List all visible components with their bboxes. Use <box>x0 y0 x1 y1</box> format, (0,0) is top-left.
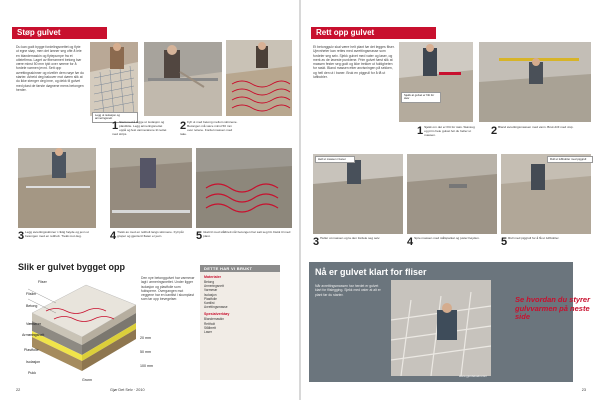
photo-r-step-5 <box>501 154 591 234</box>
intro-text-left: Du kan godt bygge fordelingsnettet og flyte ut egne støp, men det lønner seg ofte å leie en blandemaskin og flytepumpe fra et utleiefirma. Laget av fiberarmert betong bør være minst 50 mm tykt over rørene for å fordele varmen jevnt. Sett opp avrettingsskinner og nivellér dem nøye før du starter. Arbeid deg bakover mot døren slik at du ikke stenger deg inne, og dekk til gulvet med plast de første døgnene mens betongen herder. <box>16 45 84 92</box>
floor-layer-diagram-image <box>26 275 138 379</box>
sidebar-sub-materials: Materialer <box>204 275 221 279</box>
step-1-number: 1 <box>112 120 119 132</box>
step-r3-caption <box>313 237 403 247</box>
section-title-left: Støp gulvet <box>12 27 107 39</box>
step-1-caption <box>112 121 170 137</box>
material-item: Plastfolie <box>204 296 217 301</box>
step-5-text: Glatt til med stålbrett når betongen har satt seg litt. Dekk til med plast. <box>203 230 291 238</box>
step-r2-text: Bland avrettingsmassen med vann. Bruk drill med visp. <box>498 125 574 129</box>
tool-item: Stålbrett <box>204 325 216 330</box>
photo-1-tag: Legg ut isolasjon og armeringsnett <box>92 112 138 123</box>
material-item: Kantlist <box>204 301 215 306</box>
step-r3-text: Heller ut massen og la den fordele seg selv. <box>320 236 381 240</box>
diagram-label-pukk: Pukk <box>28 371 36 375</box>
diagram-label-varmeror: Varmerør <box>26 322 41 326</box>
step-2-number: 2 <box>180 120 187 132</box>
next-page-cta[interactable]: Se hvordan du styrer gulvvarmen på neste side <box>515 295 591 321</box>
material-item: Isolasjon <box>204 292 217 297</box>
step-2-text: Fyll ut med betong mellom skinnene. Betongen må være minst 50 mm over rørene. Fordel massen med rake. <box>180 120 238 136</box>
sidebar-list-tools <box>204 317 280 334</box>
section-title-right: Rett opp gulvet <box>311 27 436 39</box>
tool-item: Rettholt <box>204 321 215 326</box>
step-r3-number: 3 <box>313 236 320 248</box>
photo-r-step-5-image <box>501 154 591 234</box>
tool-item: Laser <box>204 330 212 335</box>
step-3-text: Legg avrettingsskinner i riktig høyde og jevn ut betongen med en rettholt. Trekk mot deg. <box>25 230 89 238</box>
step-r1-number: 1 <box>417 125 424 137</box>
tiles-feature-box <box>309 262 573 382</box>
step-r1-text: Sjekk om det er fritt for støv. Støvsug og prim hele gulvet før du heller ut massen. <box>424 125 475 137</box>
photo-r3-tag: Hell ut massen i baner <box>315 156 355 163</box>
photo-r-step-4-image <box>407 154 497 234</box>
diagram-dim-1: 20 mm <box>140 336 151 340</box>
photo-r-step-1 <box>399 42 473 122</box>
step-r5-caption <box>501 237 591 247</box>
step-r5-number: 5 <box>501 236 508 248</box>
material-item: Armeringsnett <box>204 284 224 289</box>
step-4-caption <box>110 231 192 241</box>
page-number-left: 22 <box>16 388 21 392</box>
material-item: Avrettingsmasse <box>204 305 228 310</box>
next-page-teaser <box>515 296 595 322</box>
diagram-label-grunn: Grunn <box>82 378 92 382</box>
tiles-box-url[interactable]: www.gjordetselv.com <box>459 374 487 378</box>
photo-main-left-image <box>226 40 292 116</box>
diagram-label-plastfolie: Plastfolie <box>24 348 39 352</box>
step-r5-text: Rull med piggrull for å få ut luftbobler. <box>508 236 560 240</box>
tiles-photo <box>391 280 491 376</box>
photo-r1-tag: Sjekk at gulvet er fritt for støv <box>401 92 441 103</box>
step-r2-caption <box>491 126 587 136</box>
photo-step-1-image <box>90 42 138 116</box>
photo-r5-tag: Rull ut luftbobler med piggrull <box>547 156 593 163</box>
photo-step-5-image <box>196 148 292 228</box>
photo-step-2-image <box>144 42 222 116</box>
photo-step-5 <box>196 148 292 228</box>
step-5-number: 5 <box>196 230 203 242</box>
photo-step-3 <box>18 148 96 228</box>
floor-layer-diagram <box>26 275 138 379</box>
photo-r-step-2 <box>479 42 591 122</box>
sidebar-list-materials <box>204 280 280 309</box>
step-3-number: 3 <box>18 230 25 242</box>
photo-r-step-3-image <box>313 154 403 234</box>
diagram-label-armeringsnett: Armeringsnett <box>22 333 45 337</box>
diagram-label-fliser: Fliser <box>38 280 47 284</box>
materials-sidebar <box>200 265 280 380</box>
left-page <box>0 0 299 400</box>
photo-r-step-1-image <box>399 42 473 122</box>
diagram-label-isolasjon: Isolasjon <box>26 360 41 364</box>
tiles-box-text: Når avrettingsmassen har herdet er gulvet klart for flislegging. Sjekk med vater at alt er plant før du starter. <box>315 284 381 297</box>
step-5-caption <box>196 231 292 241</box>
sidebar-title: DETTE HAR VI BRUKT <box>200 265 280 272</box>
photo-step-4 <box>110 148 192 228</box>
diagram-dim-3: 100 mm <box>140 364 153 368</box>
diagram-dim-2: 50 mm <box>140 350 151 354</box>
photo-r-step-3 <box>313 154 403 234</box>
photo-step-3-image <box>18 148 96 228</box>
intro-text-right: Et betonggulv skal være helt plant før det legges fliser. Ujevnheter kan rettes med avrettingsmasse som fordeler seg selv. Sjekk gulvet med vater og laser, og merk av de laveste punktene. Prim gulvet først slik at massen fester seg godt og ikke trekker ut fuktigheten for raskt. Bland massen etter anvisningen på sekken, og hell den ut i baner. Bruk en piggrull for å få ut luftbobler. <box>313 45 395 80</box>
step-4-number: 4 <box>110 230 117 242</box>
page-number-right: 23 <box>581 388 586 392</box>
material-item: Varmerør <box>204 288 218 293</box>
photo-step-1 <box>90 42 138 116</box>
tiles-photo-image <box>391 280 491 376</box>
diagram-title: Slik er gulvet bygget opp <box>18 262 126 272</box>
folio-text-left: Gjør Det Selv · 2010 <box>110 388 145 392</box>
step-3-caption <box>18 231 96 241</box>
right-page <box>301 0 600 400</box>
diagram-label-flislim: Flislim <box>26 292 37 296</box>
diagram-description: Den nye betonggulvet har varmerør lagt i armeringsnettet. Under ligger isolasjon og plastfolie som fuktsperre. Overgangen mot veggene har en kantlist i skumplast som tar opp bevegelser. <box>141 276 195 302</box>
photo-r-step-2-image <box>479 42 591 122</box>
photo-r-step-4 <box>407 154 497 234</box>
step-4-text: Trekk av med en rettholt langs skinnene. Fyll på i groper og gjenta til flaten er jevn. <box>117 230 185 238</box>
step-r4-number: 4 <box>407 236 414 248</box>
step-r4-caption <box>407 237 497 247</box>
tool-item: Blandemaskin <box>204 317 225 322</box>
step-r2-number: 2 <box>491 125 498 137</box>
step-r4-text: Spre massen med stålsparkel og juster høyden. <box>414 236 480 240</box>
photo-main-left <box>226 40 292 116</box>
material-item: Betong <box>204 280 215 284</box>
step-r1-caption <box>417 126 477 138</box>
sidebar-sub-tools: Spesialverktøy <box>204 312 230 317</box>
diagram-label-betong: Betong <box>26 304 38 308</box>
step-2-caption <box>180 121 238 137</box>
tiles-box-title: Nå er gulvet klart for fliser <box>315 267 427 277</box>
photo-step-4-image <box>110 148 192 228</box>
step-1-text: Start med å legge ut isolasjon og plastfolie. Legg armeringsnettet oppå og fest varmerørene til nettet med strips. <box>112 120 167 136</box>
photo-step-2 <box>144 42 222 116</box>
